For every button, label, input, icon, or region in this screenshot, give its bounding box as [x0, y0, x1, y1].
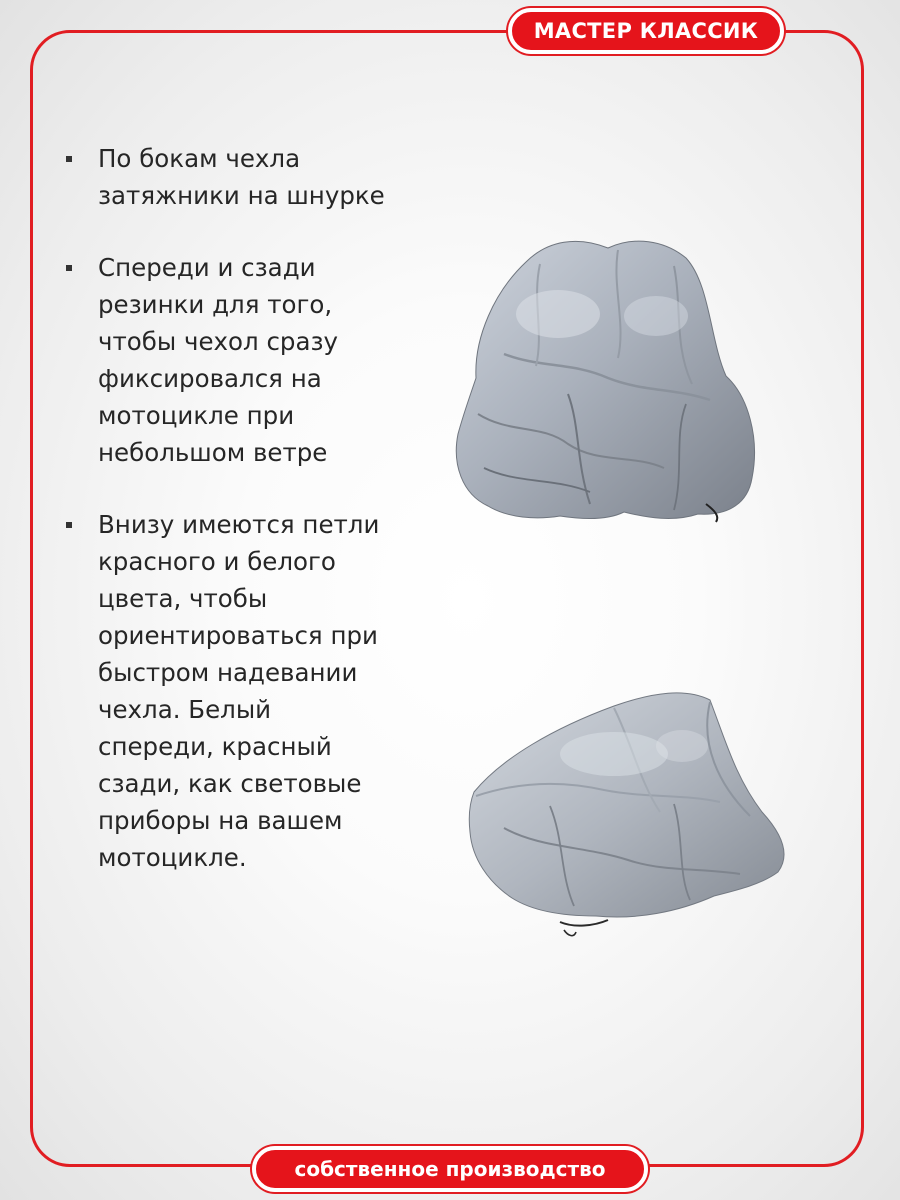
feature-item — [64, 249, 394, 471]
motorcycle-cover-photo-wide — [464, 686, 790, 942]
feature-item — [64, 506, 394, 876]
feature-list — [64, 140, 394, 911]
production-badge: собственное производство — [252, 1146, 648, 1192]
bullet-icon — [66, 265, 72, 271]
bullet-icon — [66, 522, 72, 528]
brand-badge: МАСТЕР КЛАССИК — [508, 8, 784, 54]
motorcycle-cover-photo-tall — [448, 228, 760, 524]
feature-item — [64, 140, 394, 214]
feature-text: Внизу имеются петли красного и белого цвета, чтобы ориентироваться при быстром надевании чехла. Белый спереди, красный сзади, как световые приборы на вашем мотоцикле. — [98, 510, 380, 872]
feature-text: Спереди и сзади резинки для того, чтобы чехол сразу фиксировался на мотоцикле при небольшом ветре — [98, 253, 339, 467]
feature-text: По бокам чехла затяжники на шнурке — [98, 144, 385, 210]
bullet-icon — [66, 156, 72, 162]
